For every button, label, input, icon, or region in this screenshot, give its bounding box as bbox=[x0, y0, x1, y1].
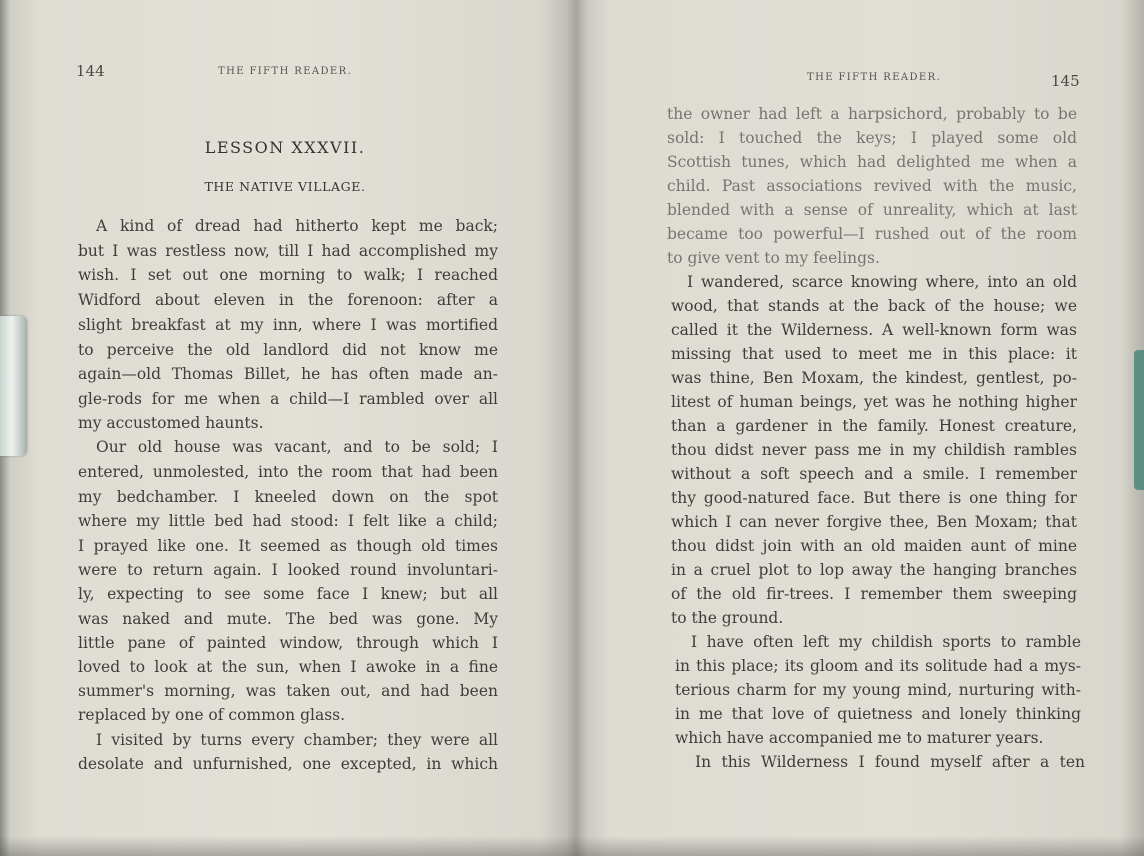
left-text-line: slight breakfast at my inn, where I was mortified bbox=[78, 316, 498, 334]
right-text-line: Scottish tunes, which had delighted me when a bbox=[667, 153, 1077, 171]
right-text-line: terious charm for my young mind, nurturing with- bbox=[675, 681, 1081, 699]
right-text-line: wood, that stands at the back of the house; we bbox=[671, 297, 1077, 315]
right-text-line: in this place; its gloom and its solitude had a mys- bbox=[675, 657, 1081, 675]
right-text-line: thou didst join with an old maiden aunt of mine bbox=[671, 537, 1077, 555]
left-running-head: THE FIFTH READER. bbox=[218, 66, 353, 77]
left-text-line: where my little bed had stood: I felt like a child; bbox=[78, 512, 498, 530]
right-text-line: in me that love of quietness and lonely thinking bbox=[675, 705, 1081, 723]
left-text-line: my bedchamber. I kneeled down on the spot bbox=[78, 488, 498, 506]
right-text-line: thy good-natured face. But there is one thing for bbox=[671, 489, 1077, 507]
right-text-line: to give vent to my feelings. bbox=[667, 249, 880, 267]
right-text-line: became too powerful—I rushed out of the room bbox=[667, 225, 1077, 243]
right-text-line: blended with a sense of unreality, which at last bbox=[667, 201, 1077, 219]
left-text-line: ly, expecting to see some face I knew; but all bbox=[78, 585, 498, 603]
right-text-line: thou didst never pass me in my childish rambles bbox=[671, 441, 1077, 459]
right-page-number: 145 bbox=[1051, 72, 1080, 90]
right-text-line: the owner had left a harpsichord, probably to be bbox=[667, 105, 1077, 123]
right-text-line: litest of human beings, yet was he nothing higher bbox=[671, 393, 1077, 411]
left-text-line: was naked and mute. The bed was gone. My bbox=[78, 610, 498, 628]
lesson-subtitle: THE NATIVE VILLAGE. bbox=[204, 179, 366, 194]
lesson-title: LESSON XXXVII. bbox=[204, 138, 366, 157]
right-text-line: I have often left my childish sports to ramble bbox=[691, 633, 1081, 651]
left-text-line: wish. I set out one morning to walk; I reached bbox=[78, 266, 498, 284]
right-text-line: called it the Wilderness. A well-known form was bbox=[671, 321, 1077, 339]
right-text-line: missing that used to meet me in this place: it bbox=[671, 345, 1077, 363]
left-text-line: Our old house was vacant, and to be sold; I bbox=[96, 438, 498, 456]
right-text-line: which I can never forgive thee, Ben Moxam; that bbox=[671, 513, 1077, 531]
left-text-line: loved to look at the sun, when I awoke in a fine bbox=[78, 658, 498, 676]
left-text-line: little pane of painted window, through which I bbox=[78, 634, 498, 652]
left-text-line: my accustomed haunts. bbox=[78, 414, 264, 432]
left-text-line: summer's morning, was taken out, and had been bbox=[78, 682, 498, 700]
right-running-head: THE FIFTH READER. bbox=[807, 72, 942, 83]
right-text-line: in a cruel plot to lop away the hanging branches bbox=[671, 561, 1077, 579]
left-text-line: replaced by one of common glass. bbox=[78, 706, 346, 724]
left-text-line: entered, unmolested, into the room that had been bbox=[78, 463, 498, 481]
right-text-line: sold: I touched the keys; I played some old bbox=[667, 129, 1077, 147]
right-text-line: child. Past associations revived with the music, bbox=[667, 177, 1077, 195]
left-text-line: desolate and unfurnished, one excepted, in which bbox=[78, 755, 498, 773]
left-text-line: but I was restless now, till I had accomplished my bbox=[78, 242, 498, 260]
right-text-line: of the old fir-trees. I remember them sweeping bbox=[671, 585, 1077, 603]
left-text-line: were to return again. I looked round involuntari- bbox=[78, 561, 498, 579]
right-text-line: to the ground. bbox=[671, 609, 784, 627]
left-text-line: I prayed like one. It seemed as though old times bbox=[78, 537, 498, 555]
left-page bbox=[0, 0, 570, 856]
left-text-line: to perceive the old landlord did not know me bbox=[78, 341, 498, 359]
left-text-line: gle-rods for me when a child—I rambled over all bbox=[78, 390, 498, 408]
right-text-line: without a soft speech and a smile. I remember bbox=[671, 465, 1077, 483]
right-text-line: I wandered, scarce knowing where, into an old bbox=[687, 273, 1077, 291]
right-text-line: In this Wilderness I found myself after a ten bbox=[695, 753, 1085, 771]
right-page bbox=[585, 0, 1144, 856]
left-text-line: A kind of dread had hitherto kept me back; bbox=[96, 217, 498, 235]
left-text-line: I visited by turns every chamber; they were all bbox=[96, 731, 498, 749]
left-page-number: 144 bbox=[76, 62, 105, 80]
right-text-line: than a gardener in the family. Honest creature, bbox=[671, 417, 1077, 435]
left-text-line: Widford about eleven in the forenoon: after a bbox=[78, 291, 498, 309]
left-text-line: again—old Thomas Billet, he has often made an- bbox=[78, 365, 498, 383]
right-text-line: which have accompanied me to maturer years. bbox=[675, 729, 1044, 747]
right-text-line: was thine, Ben Moxam, the kindest, gentlest, po- bbox=[671, 369, 1077, 387]
